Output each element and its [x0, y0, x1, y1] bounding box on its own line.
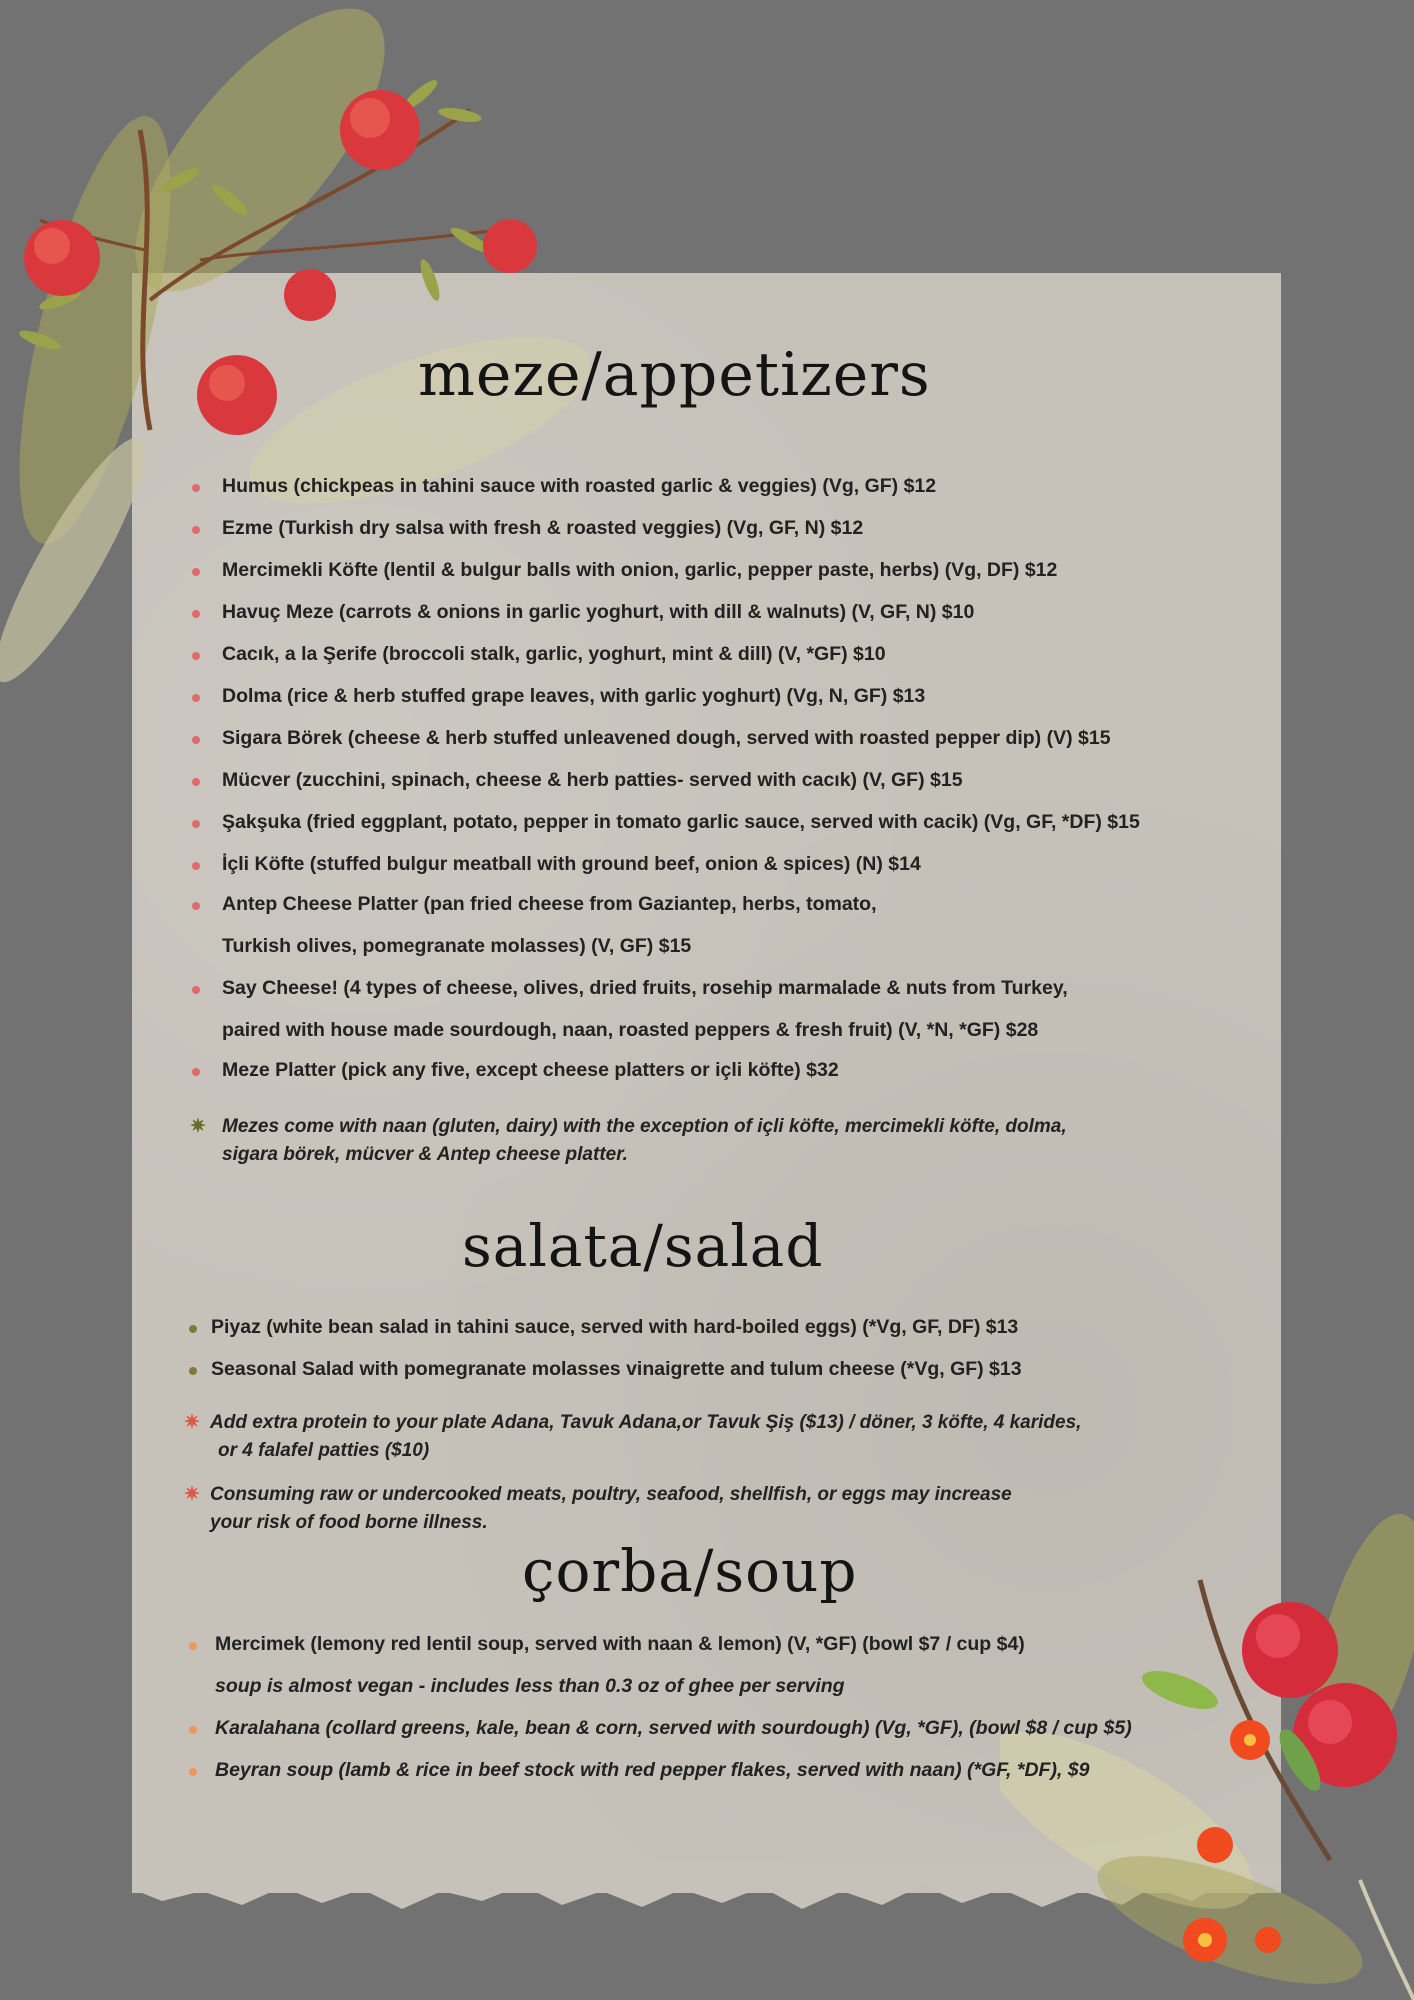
asterisk-icon: ✷: [190, 1116, 206, 1137]
bullet-icon: [192, 568, 200, 576]
bullet-icon: [189, 1325, 197, 1333]
bullet-icon: [189, 1726, 197, 1734]
asterisk-icon: ✷: [184, 1412, 200, 1433]
list-item: İçli Köfte (stuffed bulgur meatball with ground beef, onion & spices) (N) $14: [222, 852, 1140, 892]
bullet-icon: [192, 820, 200, 828]
meze-note: ✷ Mezes come with naan (gluten, dairy) with the exception of içli köfte, mercimekli köfte, dolma, sigara börek, mücver & Antep cheese platter.: [222, 1113, 1067, 1169]
soup-heading: çorba/soup: [522, 1537, 858, 1605]
bullet-icon: [189, 1367, 197, 1375]
extra-protein-note: ✷ Add extra protein to your plate Adana, Tavuk Adana,or Tavuk Şiş ($13) / döner, 3 köfte, 4 karides, or 4 falafel patties ($10): [210, 1409, 1081, 1465]
list-item: Say Cheese! (4 types of cheese, olives, dried fruits, rosehip marmalade & nuts from Turkey, paired with house made sourdough, naan, roasted peppers & fresh fruit) (V, *N, *GF) $28: [222, 976, 1140, 1058]
bullet-icon: [192, 736, 200, 744]
list-item: Şakşuka (fried eggplant, potato, pepper in tomato garlic sauce, served with cacik) (Vg, GF, *DF) $15: [222, 810, 1140, 852]
list-item: Piyaz (white bean salad in tahini sauce, served with hard-boiled eggs) (*Vg, GF, DF) $13: [211, 1315, 1022, 1357]
list-item: Havuç Meze (carrots & onions in garlic yoghurt, with dill & walnuts) (V, GF, N) $10: [222, 600, 1140, 642]
list-item: Antep Cheese Platter (pan fried cheese from Gaziantep, herbs, tomato, Turkish olives, pomegranate molasses) (V, GF) $15: [222, 892, 1140, 976]
list-item: Dolma (rice & herb stuffed grape leaves, with garlic yoghurt) (Vg, N, GF) $13: [222, 684, 1140, 726]
list-item: Humus (chickpeas in tahini sauce with roasted garlic & veggies) (Vg, GF) $12: [222, 474, 1140, 516]
list-item: Sigara Börek (cheese & herb stuffed unleavened dough, served with roasted pepper dip) (V) $15: [222, 726, 1140, 768]
bullet-icon: [192, 902, 200, 910]
bullet-icon: [189, 1768, 197, 1776]
list-item: Mercimekli Köfte (lentil & bulgur balls with onion, garlic, pepper paste, herbs) (Vg, DF) $12: [222, 558, 1140, 600]
bullet-icon: [192, 652, 200, 660]
bullet-icon: [192, 862, 200, 870]
soup-list: [215, 1632, 1132, 1800]
bullet-icon: [192, 526, 200, 534]
list-item: soup is almost vegan - includes less than 0.3 oz of ghee per serving: [215, 1675, 845, 1697]
bullet-icon: [192, 986, 200, 994]
list-item: Karalahana (collard greens, kale, bean & corn, served with sourdough) (Vg, *GF), (bowl $8 / cup $5): [215, 1716, 1132, 1758]
list-item: Cacık, a la Şerife (broccoli stalk, garlic, yoghurt, mint & dill) (V, *GF) $10: [222, 642, 1140, 684]
food-safety-warning: ✷ Consuming raw or undercooked meats, poultry, seafood, shellfish, or eggs may increase your risk of food borne illness.: [210, 1481, 1012, 1537]
salad-heading: salata/salad: [462, 1212, 824, 1280]
meze-list: [222, 474, 1140, 1098]
bullet-icon: [192, 484, 200, 492]
bullet-icon: [192, 1068, 200, 1076]
asterisk-icon: ✷: [184, 1484, 200, 1505]
bullet-icon: [192, 694, 200, 702]
bullet-icon: [192, 610, 200, 618]
list-item: Seasonal Salad with pomegranate molasses vinaigrette and tulum cheese (*Vg, GF) $13: [211, 1357, 1022, 1399]
list-item: Ezme (Turkish dry salsa with fresh & roasted veggies) (Vg, GF, N) $12: [222, 516, 1140, 558]
salad-list: [211, 1315, 1022, 1399]
bullet-icon: [189, 1642, 197, 1650]
bullet-icon: [192, 778, 200, 786]
list-item: Mücver (zucchini, spinach, cheese & herb patties- served with cacık) (V, GF) $15: [222, 768, 1140, 810]
list-item: Beyran soup (lamb & rice in beef stock with red pepper flakes, served with naan) (*GF, *DF), $9: [215, 1758, 1132, 1800]
meze-heading: meze/appetizers: [418, 340, 931, 410]
list-item: Meze Platter (pick any five, except cheese platters or içli köfte) $32: [222, 1058, 1140, 1098]
list-item: Mercimek (lemony red lentil soup, served with naan & lemon) (V, *GF) (bowl $7 / cup $4): [215, 1632, 1132, 1674]
